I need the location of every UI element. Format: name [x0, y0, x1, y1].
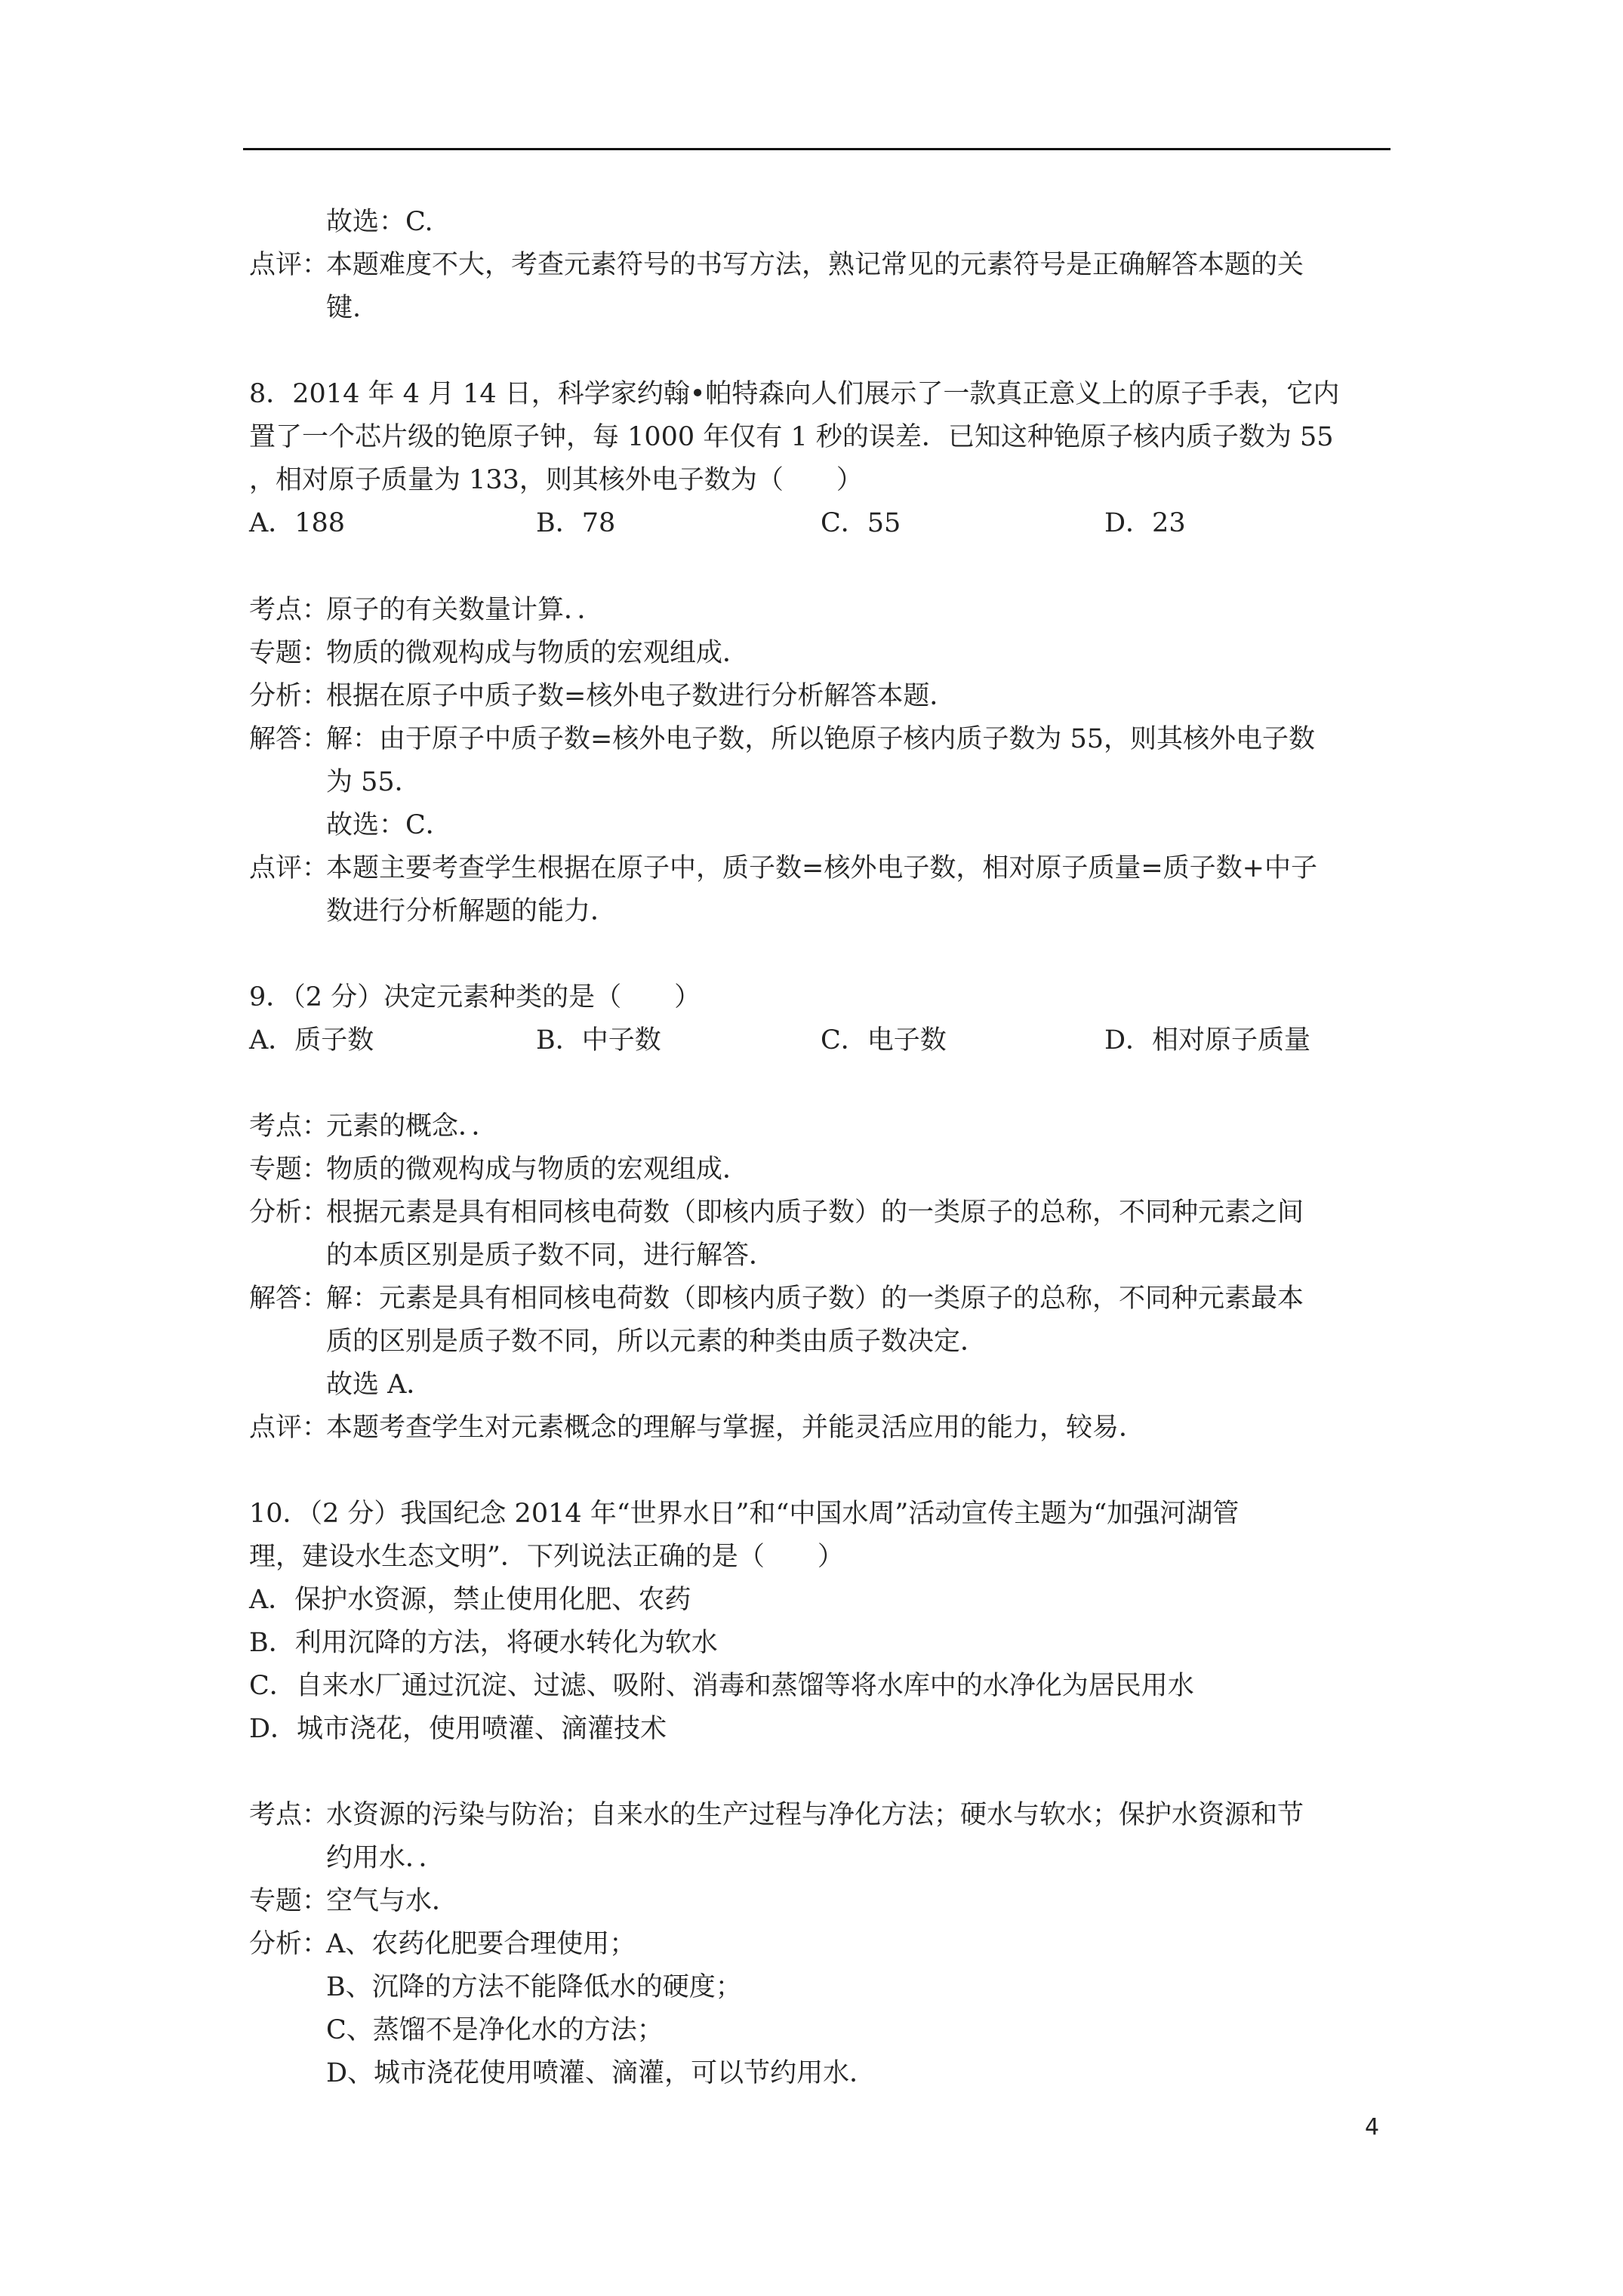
q8-option-c: C．55: [821, 508, 901, 538]
q9-zhuanti-label: 专题：: [249, 1154, 329, 1185]
q9-zhuanti: 物质的微观构成与物质的宏观组成．: [326, 1154, 750, 1185]
q10-option-b: B．利用沉降的方法，将硬水转化为软水: [249, 1628, 718, 1658]
q8-dianping-line1: 本题主要考查学生根据在原子中，质子数=核外电子数，相对原子质量=质子数+中子: [326, 853, 1317, 883]
q10-stem-line2: 理，建设水生态文明”．下列说法正确的是（ ）: [249, 1542, 844, 1572]
q10-option-c: C．自来水厂通过沉淀、过滤、吸附、消毒和蒸馏等将水库中的水净化为居民用水: [249, 1671, 1194, 1701]
q9-answer: 故选 A．: [326, 1370, 433, 1400]
q10-kaodian-line2: 约用水．．: [326, 1843, 445, 1873]
q8-fenxi-label: 分析：: [249, 681, 329, 711]
q10-fenxi-a: A、农药化肥要合理使用；: [326, 1929, 636, 1959]
q9-dianping-label: 点评：: [249, 1413, 329, 1443]
q9-dianping: 本题考查学生对元素概念的理解与掌握，并能灵活应用的能力，较易．: [326, 1413, 1146, 1443]
q8-jieda-line2: 为 55．: [326, 767, 421, 797]
q9-kaodian-label: 考点：: [249, 1111, 329, 1142]
q9-kaodian: 元素的概念．．: [326, 1111, 498, 1142]
q10-kaodian-label: 考点：: [249, 1800, 329, 1830]
prev-answer: 故选：C.: [326, 207, 433, 237]
q8-stem-line3: ，相对原子质量为 133，则其核外电子数为（ ）: [249, 465, 863, 495]
q8-zhuanti-label: 专题：: [249, 638, 329, 668]
q9-jieda-line2: 质的区别是质子数不同，所以元素的种类由质子数决定．: [326, 1327, 987, 1357]
q9-stem: 9．（2 分）决定元素种类的是（ ）: [249, 982, 701, 1012]
q8-option-b: B．78: [536, 508, 616, 538]
q10-fenxi-b: B、沉降的方法不能降低水的硬度；: [326, 1972, 742, 2002]
prev-comment-line1: 本题难度不大，考查元素符号的书写方法，熟记常见的元素符号是正确解答本题的关: [326, 250, 1304, 280]
q8-jieda-label: 解答：: [249, 724, 329, 754]
q10-fenxi-d: D、城市浇花使用喷灌、滴灌，可以节约用水．: [326, 2058, 876, 2088]
header-rule: [243, 148, 1390, 150]
q9-option-a: A．质子数: [249, 1025, 374, 1056]
q8-jieda-line1: 解：由于原子中质子数=核外电子数，所以铯原子核内质子数为 55，则其核外电子数: [326, 724, 1315, 754]
q8-stem-line2: 置了一个芯片级的铯原子钟，每 1000 年仅有 1 秒的误差．已知这种铯原子核内质子数为 55: [249, 422, 1334, 452]
q8-dianping-label: 点评：: [249, 853, 329, 883]
q10-option-a: A．保护水资源，禁止使用化肥、农药: [249, 1585, 691, 1615]
q9-fenxi-line1: 根据元素是具有相同核电荷数（即核内质子数）的一类原子的总称，不同种元素之间: [326, 1197, 1304, 1228]
q10-kaodian-line1: 水资源的污染与防治；自来水的生产过程与净化方法；硬水与软水；保护水资源和节: [326, 1800, 1304, 1830]
prev-comment-line2: 键.: [326, 293, 362, 323]
q8-option-d: D．23: [1104, 508, 1186, 538]
q9-jieda-label: 解答：: [249, 1284, 329, 1314]
q8-stem-line1: 8．2014 年 4 月 14 日，科学家约翰•帕特森向人们展示了一款真正意义上的原子手表，它内: [249, 379, 1340, 409]
q9-option-c: C．电子数: [821, 1025, 947, 1056]
q9-option-b: B．中子数: [536, 1025, 661, 1056]
page-number: 4: [1365, 2114, 1380, 2140]
q10-stem-line1: 10．（2 分）我国纪念 2014 年“世界水日”和“中国水周”活动宣传主题为“加强河湖管: [249, 1499, 1240, 1529]
q10-fenxi-c: C、蒸馏不是净化水的方法；: [326, 2015, 664, 2045]
q10-zhuanti-label: 专题：: [249, 1886, 329, 1916]
q10-zhuanti: 空气与水．: [326, 1886, 459, 1916]
q9-fenxi-line2: 的本质区别是质子数不同，进行解答．: [326, 1240, 776, 1271]
q9-jieda-line1: 解：元素是具有相同核电荷数（即核内质子数）的一类原子的总称，不同种元素最本: [326, 1284, 1304, 1314]
q10-option-d: D．城市浇花，使用喷灌、滴灌技术: [249, 1714, 667, 1744]
q9-option-d: D．相对原子质量: [1104, 1025, 1311, 1056]
q8-fenxi: 根据在原子中质子数=核外电子数进行分析解答本题．: [326, 681, 956, 711]
q8-kaodian: 原子的有关数量计算．．: [326, 595, 604, 625]
q8-answer: 故选：C．: [326, 810, 452, 840]
q8-dianping-line2: 数进行分析解题的能力．: [326, 896, 617, 926]
q10-fenxi-label: 分析：: [249, 1929, 329, 1959]
q8-kaodian-label: 考点：: [249, 595, 329, 625]
prev-comment-label: 点评：: [249, 250, 329, 280]
q8-option-a: A．188: [249, 508, 346, 538]
q9-fenxi-label: 分析：: [249, 1197, 329, 1228]
q8-zhuanti: 物质的微观构成与物质的宏观组成．: [326, 638, 750, 668]
